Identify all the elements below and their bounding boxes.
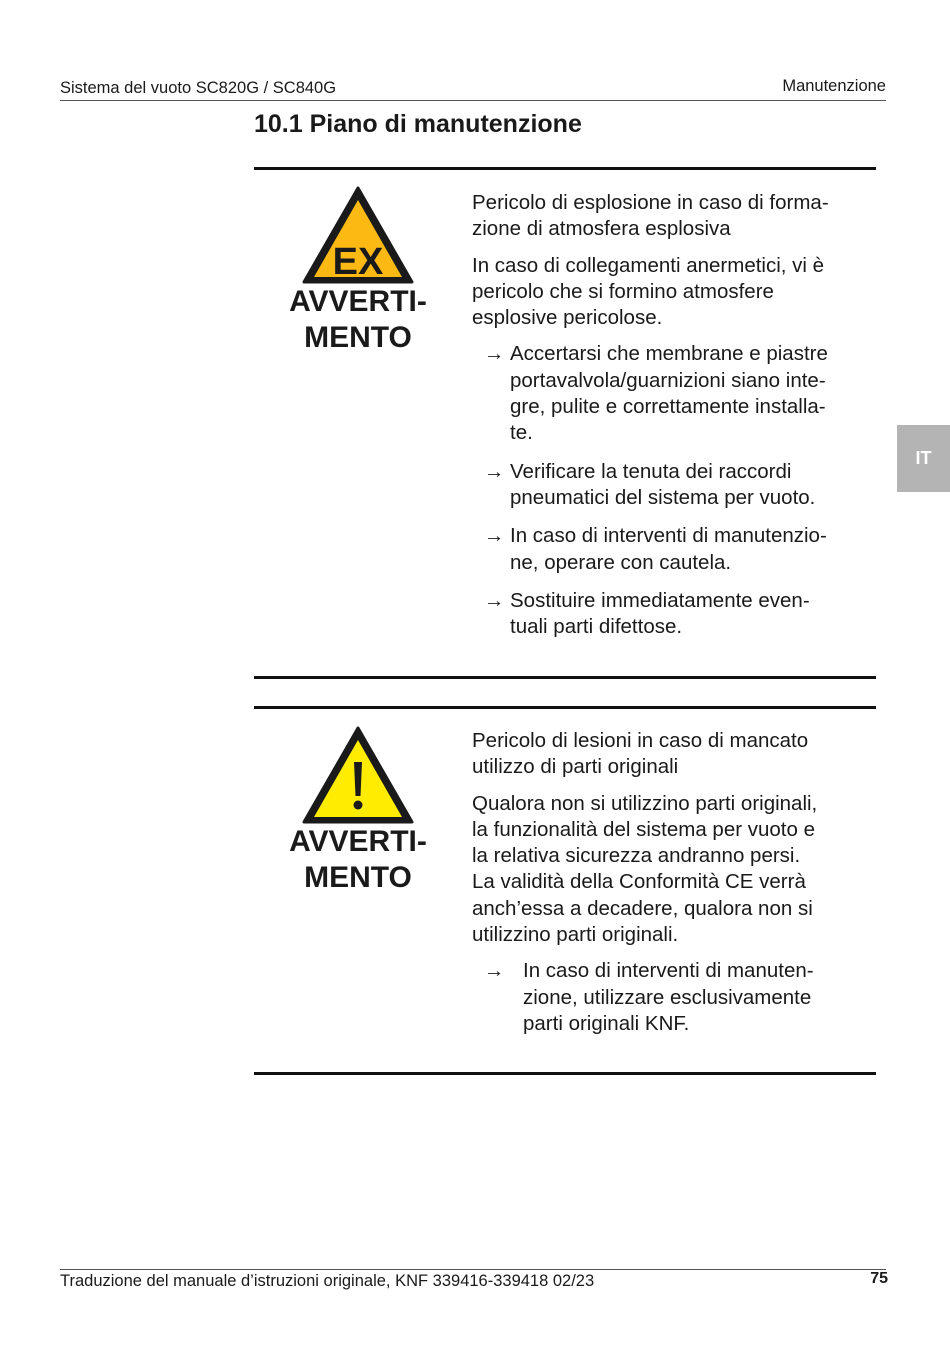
action-item-line: In caso di interventi di manuten- xyxy=(523,959,814,983)
action-item-line: tuali parti difettose. xyxy=(510,615,683,639)
warning-2-text xyxy=(472,728,872,1049)
explosion-ex-warning-icon xyxy=(302,186,414,284)
section-title: 10.1 Piano di manutenzione xyxy=(254,110,582,138)
language-tab-label: IT xyxy=(915,448,932,468)
action-item-line: parti originali KNF. xyxy=(523,1011,690,1035)
header-document-title: Sistema del vuoto SC820G / SC840G xyxy=(60,79,337,97)
action-item-line: te. xyxy=(510,421,533,445)
warning-2-body xyxy=(472,791,872,949)
action-item-line: pneumatici del sistema per vuoto. xyxy=(510,485,816,509)
action-item-line: Sostituire immediatamente even- xyxy=(510,588,810,612)
warning-1-heading xyxy=(472,190,872,243)
footer-document-reference: Traduzione del manuale d’istruzioni originale, KNF 339416-339418 02/23 xyxy=(60,1272,595,1290)
warning-1-label-line1: AVVERTI- xyxy=(289,285,427,318)
action-item-line: In caso di interventi di manutenzio- xyxy=(510,524,827,548)
action-item-line: Verificare la tenuta dei raccordi xyxy=(510,459,792,483)
footer-divider xyxy=(60,1269,886,1270)
warning-2-body-line: utilizzino parti originali. xyxy=(472,923,679,947)
warning-2-heading-line: utilizzo di parti originali xyxy=(472,755,679,779)
warning-1-body-line: pericolo che si formino atmosfere xyxy=(472,279,774,303)
ex-icon-text: EX xyxy=(332,241,384,283)
warning-block-original-parts xyxy=(254,726,876,1066)
warning-2-heading-line: Pericolo di lesioni in caso di mancato xyxy=(472,729,809,752)
warning-2-action-item xyxy=(472,958,872,1037)
warning-1-action-item xyxy=(472,588,872,641)
warning-1-body xyxy=(472,253,872,332)
warning-1-heading-line: zione di atmosfera esplosiva xyxy=(472,217,731,241)
action-item-line: Accertarsi che membrane e piastre xyxy=(510,342,828,366)
warning-2-signal-word xyxy=(268,824,448,896)
warning-2-body-line: anch’essa a decadere, qualora non si xyxy=(472,896,813,920)
action-item-line: gre, pulite e correttamente installa- xyxy=(510,395,826,419)
warning-2-label-line2: MENTO xyxy=(304,861,412,894)
action-item-line: ne, operare con cautela. xyxy=(510,550,732,574)
warning-2-label-line1: AVVERTI- xyxy=(289,825,427,858)
warning-2-bottom-rule xyxy=(254,1072,876,1075)
page-number: 75 xyxy=(870,1270,888,1287)
warning-1-text xyxy=(472,190,872,652)
language-tab xyxy=(897,425,950,492)
arrow-right-icon: → xyxy=(484,959,505,983)
warning-2-body-line: Qualora non si utilizzino parti originali, xyxy=(472,791,818,815)
warning-2-heading xyxy=(472,728,872,781)
action-item-line: zione, utilizzare esclusivamente xyxy=(523,985,812,1009)
warning-2-body-line: la funzionalità del sistema per vuoto e xyxy=(472,817,816,841)
warning-1-action-item xyxy=(472,523,872,576)
warning-1-action-item xyxy=(472,459,872,512)
warning-1-action-item xyxy=(472,341,872,446)
arrow-right-icon: → xyxy=(484,342,505,366)
action-item-line: portavalvola/guarnizioni siano inte- xyxy=(510,368,826,392)
header-chapter-name: Manutenzione xyxy=(782,77,886,95)
warning-block-explosion xyxy=(254,186,876,666)
general-warning-exclamation-icon xyxy=(302,726,414,824)
warning-1-top-rule xyxy=(254,167,876,170)
warning-1-bottom-rule xyxy=(254,676,876,679)
arrow-right-icon: → xyxy=(484,588,505,612)
warning-1-body-line: esplosive pericolose. xyxy=(472,306,663,330)
warning-1-heading-line: Pericolo di esplosione in caso di forma- xyxy=(472,191,829,214)
arrow-right-icon: → xyxy=(484,459,505,483)
warning-1-signal-word xyxy=(268,284,448,356)
warning-1-label-line2: MENTO xyxy=(304,321,412,354)
warning-2-body-line: La validità della Conformità CE verrà xyxy=(472,870,806,894)
warning-1-body-line: In caso di collegamenti anermetici, vi è xyxy=(472,253,825,277)
arrow-right-icon: → xyxy=(484,524,505,548)
warning-2-body-line: la relativa sicurezza andranno persi. xyxy=(472,844,801,868)
header-divider xyxy=(60,100,886,101)
warning-2-top-rule xyxy=(254,706,876,709)
